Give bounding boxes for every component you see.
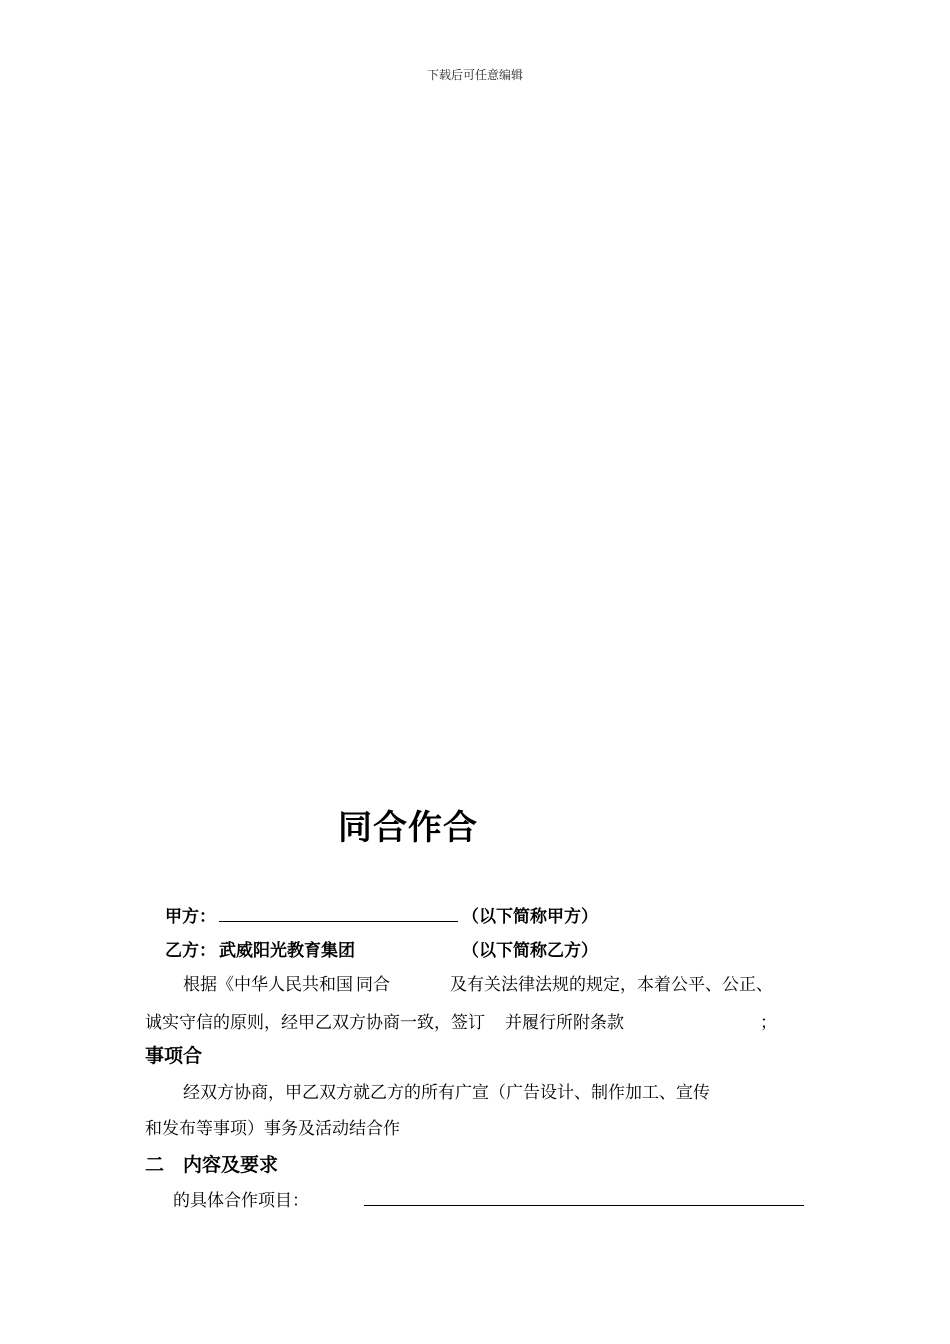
section1-para-line2: 和发布等事项）事务及活动结合作	[145, 1119, 400, 1139]
party-a-blank	[219, 921, 458, 922]
preamble-line2-start: 诚实守信的原则，经甲乙双方协商一致，签订	[145, 1013, 485, 1033]
section2-item-blank	[364, 1205, 804, 1206]
header-note: 下载后可任意编辑	[426, 68, 523, 82]
section2-item-label: 的具体合作项目：	[173, 1191, 309, 1211]
party-a-label: 甲方：	[165, 907, 216, 927]
preamble-line2-mid: 并履行所附条款	[505, 1013, 624, 1033]
preamble-line1-mid: 同合	[356, 975, 390, 995]
party-b-name: 武威阳光教育集团	[219, 941, 355, 961]
document-title: 同合作合	[338, 808, 478, 848]
section1-heading: 事项合	[145, 1045, 203, 1067]
party-b-label: 乙方：	[165, 941, 216, 961]
section2-heading: 二 内容及要求	[145, 1154, 279, 1176]
party-a-suffix: （以下简称甲方）	[462, 907, 598, 927]
preamble-line1-start: 根据《中华人民共和国	[183, 975, 353, 995]
section1-para-line1: 经双方协商，甲乙双方就乙方的所有广宣（广告设计、制作加工、宣传	[183, 1083, 710, 1103]
preamble-line1-end: 及有关法律法规的规定，本着公平、公正、	[450, 975, 773, 995]
party-b-suffix: （以下简称乙方）	[462, 941, 598, 961]
preamble-line2-end: ；	[760, 1013, 777, 1033]
